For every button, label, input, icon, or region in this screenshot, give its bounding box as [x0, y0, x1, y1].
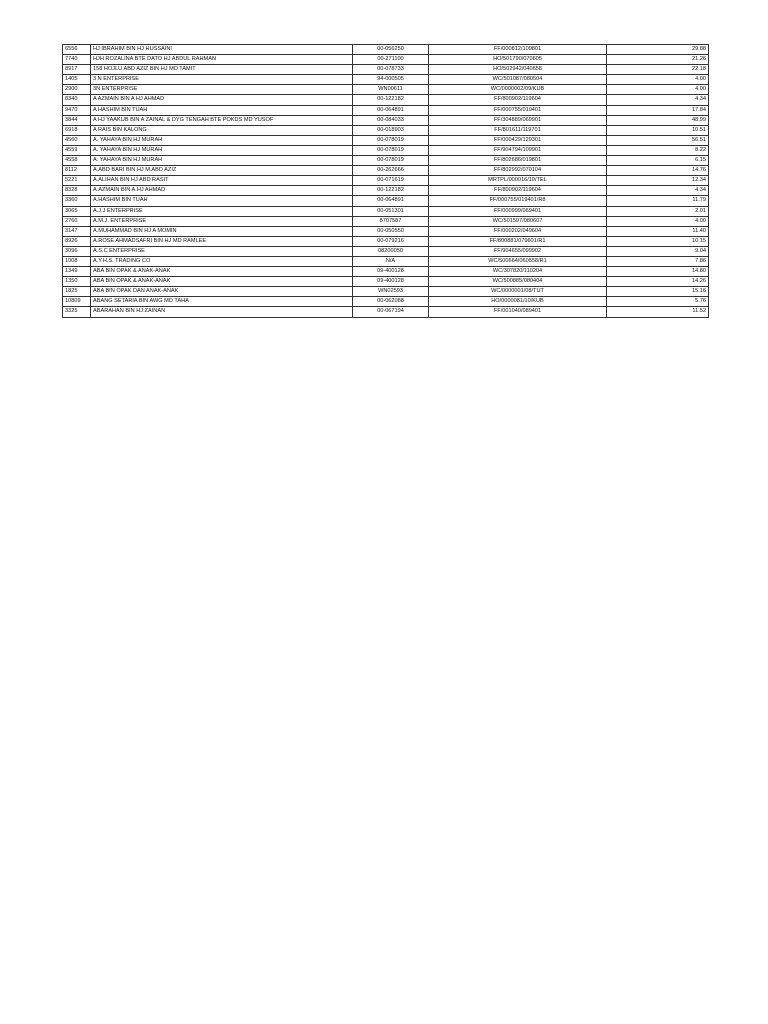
account-name-cell: A.MUHAMMAD BIN HJ A MOMIN — [91, 226, 353, 236]
record-id-cell: 4559 — [63, 145, 91, 155]
account-code-cell: 00-064891 — [353, 105, 429, 115]
account-code-cell: 00-071619 — [353, 176, 429, 186]
account-name-cell: A.J.J ENTERPRISE — [91, 206, 353, 216]
table-row — [63, 216, 709, 226]
account-name-cell: A.ROSE AHMADSAFRI BIN HJ MD RAMLEE — [91, 236, 353, 246]
account-code-cell: WN00611 — [353, 85, 429, 95]
record-id-cell: 2900 — [63, 85, 91, 95]
table-row — [63, 55, 709, 65]
reference-number-cell: FF/001040/089401 — [429, 307, 607, 317]
reference-number-cell: MRTPL/000016/10/TEL — [429, 176, 607, 186]
reference-number-cell: FF/000812/109801 — [429, 45, 607, 55]
account-code-cell: 94-000505 — [353, 75, 429, 85]
account-code-cell: 00-051301 — [353, 206, 429, 216]
reference-number-cell: HO/501790/070605 — [429, 55, 607, 65]
reference-number-cell: FF/802686/019801 — [429, 156, 607, 166]
account-name-cell: ABARAHAN BIN HJ ZAINAN — [91, 307, 353, 317]
account-code-cell: 09-400128 — [353, 277, 429, 287]
table-row — [63, 196, 709, 206]
table-row — [63, 145, 709, 155]
table-row — [63, 105, 709, 115]
reference-number-cell: WC/0000002/09/KUB — [429, 85, 607, 95]
account-code-cell: 00-062088 — [353, 297, 429, 307]
table-row — [63, 246, 709, 256]
record-id-cell: 4560 — [63, 135, 91, 145]
account-code-cell: 00-079216 — [353, 236, 429, 246]
account-code-cell: 00-018903 — [353, 125, 429, 135]
account-code-cell: 09-400128 — [353, 267, 429, 277]
record-id-cell: 3325 — [63, 307, 91, 317]
record-id-cell: 3360 — [63, 196, 91, 206]
ledger-table — [62, 44, 709, 318]
account-code-cell: 00-078019 — [353, 156, 429, 166]
table-row — [63, 176, 709, 186]
account-code-cell: 00-078733 — [353, 65, 429, 75]
amount-cell: 11.52 — [607, 307, 709, 317]
amount-cell: 5.76 — [607, 297, 709, 307]
reference-number-cell: FF/800902/119604 — [429, 186, 607, 196]
table-row — [63, 45, 709, 55]
table-row — [63, 267, 709, 277]
account-name-cell: A. YAHAYA BIN HJ MURAH — [91, 156, 353, 166]
account-name-cell: A.AZMAIN BIN A.HJ AHMAD — [91, 186, 353, 196]
amount-cell: 14.80 — [607, 267, 709, 277]
reference-number-cell: FF/800902/119604 — [429, 95, 607, 105]
amount-cell: 9.04 — [607, 246, 709, 256]
record-id-cell: 8917 — [63, 65, 91, 75]
account-name-cell: A.S.C ENTERPRISE — [91, 246, 353, 256]
record-id-cell: 3844 — [63, 115, 91, 125]
account-code-cell: 00-084033 — [353, 115, 429, 125]
reference-number-cell: WC/307820/110204 — [429, 267, 607, 277]
table-row — [63, 125, 709, 135]
account-name-cell: A HJ YAAKUB BIN A ZAINAL & DYG TENGAH BTE POKDS MD YUSOF — [91, 115, 353, 125]
account-name-cell: A. YAHAYA BIN HJ MURAH — [91, 135, 353, 145]
account-code-cell: 00-056250 — [353, 45, 429, 55]
table-row — [63, 226, 709, 236]
record-id-cell: 1825 — [63, 287, 91, 297]
amount-cell: 4.34 — [607, 95, 709, 105]
reference-number-cell: FF/904655/099902 — [429, 246, 607, 256]
amount-cell: 4.00 — [607, 216, 709, 226]
reference-number-cell: WC/501087/080504 — [429, 75, 607, 85]
account-name-cell: A.ABD BARI BIN HJ M.ABD AZIZ — [91, 166, 353, 176]
table-row — [63, 186, 709, 196]
record-id-cell: 1405 — [63, 75, 91, 85]
table-row — [63, 307, 709, 317]
record-id-cell: 7740 — [63, 55, 91, 65]
reference-number-cell: WC/500885/080404 — [429, 277, 607, 287]
table-row — [63, 297, 709, 307]
reference-number-cell: WC/0000001/08/TUT — [429, 287, 607, 297]
account-name-cell: A. YAHAYA BIN HJ MURAH — [91, 145, 353, 155]
record-id-cell: 8926 — [63, 236, 91, 246]
account-name-cell: A.HASHIM BIN TUAH — [91, 196, 353, 206]
record-id-cell: 5221 — [63, 176, 91, 186]
account-name-cell: A AZMAIN BIN A HJ AHMAD — [91, 95, 353, 105]
reference-number-cell: WC/500664/060558/R1 — [429, 256, 607, 266]
record-id-cell: 6918 — [63, 125, 91, 135]
amount-cell: 11.40 — [607, 226, 709, 236]
account-name-cell: A.M.J. ENTERPRISE — [91, 216, 353, 226]
ledger-body — [63, 45, 709, 318]
account-name-cell: HJH ROZALINA BTE DATO HJ ABDUL RAHMAN — [91, 55, 353, 65]
account-code-cell: 8707587 — [353, 216, 429, 226]
account-code-cell: 00-078019 — [353, 135, 429, 145]
account-code-cell: 00-122182 — [353, 186, 429, 196]
record-id-cell: 4558 — [63, 156, 91, 166]
account-code-cell: 00-050550 — [353, 226, 429, 236]
reference-number-cell: HO/0000081/10/KUB — [429, 297, 607, 307]
account-name-cell: 3 N ENTERPRISE — [91, 75, 353, 85]
record-id-cell: 6556 — [63, 45, 91, 55]
account-name-cell: ABA BIN OPAK & ANAK-ANAK — [91, 277, 353, 287]
amount-cell: 12.34 — [607, 176, 709, 186]
reference-number-cell: HO/502942/040658 — [429, 65, 607, 75]
account-code-cell: 00-064891 — [353, 196, 429, 206]
reference-number-cell: FF/000999/069401 — [429, 206, 607, 216]
record-id-cell: 8328 — [63, 186, 91, 196]
amount-cell: 8.22 — [607, 145, 709, 155]
table-row — [63, 156, 709, 166]
account-name-cell: A HASHIM BIN TUAH — [91, 105, 353, 115]
reference-number-cell: FF/000755/019401 — [429, 105, 607, 115]
table-row — [63, 115, 709, 125]
amount-cell: 15.16 — [607, 287, 709, 297]
account-code-cell: 00-078019 — [353, 145, 429, 155]
record-id-cell: 1349 — [63, 267, 91, 277]
account-code-cell: 00-067194 — [353, 307, 429, 317]
table-row — [63, 256, 709, 266]
reference-number-cell: FF/904794/109901 — [429, 145, 607, 155]
amount-cell: 14.26 — [607, 277, 709, 287]
account-name-cell: ABA BIN OPAK & ANAK-ANAK — [91, 267, 353, 277]
table-row — [63, 85, 709, 95]
account-code-cell: 00-271100 — [353, 55, 429, 65]
reference-number-cell: FF/802992/070104 — [429, 166, 607, 176]
reference-number-cell: FF/801611/119701 — [429, 125, 607, 135]
table-row — [63, 135, 709, 145]
amount-cell: 10.15 — [607, 236, 709, 246]
account-code-cell: N/A — [353, 256, 429, 266]
amount-cell: 10.51 — [607, 125, 709, 135]
reference-number-cell: WC/501597/080607 — [429, 216, 607, 226]
table-row — [63, 65, 709, 75]
account-name-cell: ABANG SETARIA BIN AWG MD TAHA — [91, 297, 353, 307]
record-id-cell: 2760 — [63, 216, 91, 226]
record-id-cell: 8112 — [63, 166, 91, 176]
account-name-cell: A.Y.H.S. TRADING CO — [91, 256, 353, 266]
reference-number-cell: FF/800881/079601/R1 — [429, 236, 607, 246]
account-code-cell: 00-262666 — [353, 166, 429, 176]
amount-cell: 48.99 — [607, 115, 709, 125]
amount-cell: 7.86 — [607, 256, 709, 266]
amount-cell: 6.15 — [607, 156, 709, 166]
table-row — [63, 206, 709, 216]
account-code-cell: 08200050 — [353, 246, 429, 256]
account-code-cell: 00-122182 — [353, 95, 429, 105]
amount-cell: 4.00 — [607, 85, 709, 95]
amount-cell: 29.88 — [607, 45, 709, 55]
table-row — [63, 95, 709, 105]
reference-number-cell: FF/000755/019401/R8 — [429, 196, 607, 206]
record-id-cell: 8340 — [63, 95, 91, 105]
record-id-cell: 1350 — [63, 277, 91, 287]
table-row — [63, 75, 709, 85]
amount-cell: 4.00 — [607, 75, 709, 85]
record-id-cell: 3096 — [63, 246, 91, 256]
amount-cell: 11.79 — [607, 196, 709, 206]
account-name-cell: 3N ENTERPRISE — [91, 85, 353, 95]
amount-cell: 22.18 — [607, 65, 709, 75]
account-name-cell: A RAIS BIN KALONG — [91, 125, 353, 135]
record-id-cell: 10809 — [63, 297, 91, 307]
record-id-cell: 3147 — [63, 226, 91, 236]
account-name-cell: 158 HOJLU ABD AZIZ BIN HJ MD TAMIT — [91, 65, 353, 75]
ledger-document — [62, 44, 708, 318]
reference-number-cell: FF/304889/069901 — [429, 115, 607, 125]
account-name-cell: ABA BIN OPAK DAN ANAK-ANAK — [91, 287, 353, 297]
amount-cell: 2.01 — [607, 206, 709, 216]
amount-cell: 21.26 — [607, 55, 709, 65]
record-id-cell: 9470 — [63, 105, 91, 115]
account-name-cell: A.ALIHAN BIN HJ ABD RASIT — [91, 176, 353, 186]
record-id-cell: 1008 — [63, 256, 91, 266]
table-row — [63, 287, 709, 297]
table-row — [63, 166, 709, 176]
amount-cell: 56.51 — [607, 135, 709, 145]
record-id-cell: 3065 — [63, 206, 91, 216]
table-row — [63, 277, 709, 287]
reference-number-cell: FF/000202/049604 — [429, 226, 607, 236]
reference-number-cell: FF/000429/129301 — [429, 135, 607, 145]
account-code-cell: WN02593 — [353, 287, 429, 297]
account-name-cell: HJ IBRAHIM BIN HJ HUSSAINI — [91, 45, 353, 55]
amount-cell: 4.34 — [607, 186, 709, 196]
amount-cell: 17.84 — [607, 105, 709, 115]
amount-cell: 14.76 — [607, 166, 709, 176]
table-row — [63, 236, 709, 246]
